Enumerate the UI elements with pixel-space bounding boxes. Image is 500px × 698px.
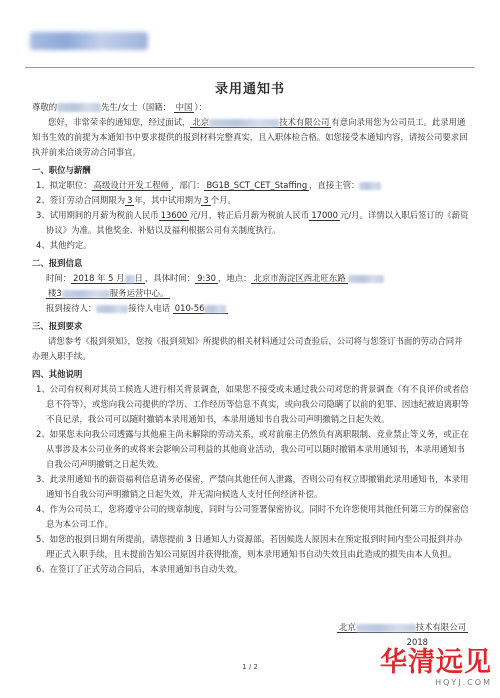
report-clock-value: 9:30: [197, 273, 216, 283]
salary-line: 3、试用期间的月薪为税前人民币 13600 元/月，转正后月薪为税前人民币 17000 元/月。详情以入职后签订的《薪资协议》为准。其他奖金、补贴以及福利根据公司有关制度执行。: [36, 210, 469, 235]
note-item: 4、作为公司员工，您将遵守公司的规章制度，同时与公司签署保密协议。同时不允许您使用其他任何第三方的保密信息为本公司工作。: [36, 504, 469, 529]
document-title: 录用通知书: [214, 82, 285, 97]
regular-salary-value: 17000: [311, 210, 338, 220]
trial-salary-value: 13600: [160, 210, 188, 220]
other-terms-line: 4、其他约定。: [36, 240, 92, 250]
intro-paragraph: 您好，非常荣幸的通知您，经过面试， 北京 技术有限公司 有意向录用您为公司员工。此录用通知书生效的前提为本通知书中要求提供的报到材料完整真实，且入职体检合格。如您接受本通知内容，请按公司要求回执并前来洽谈劳动合同事宜。: [32, 117, 468, 157]
company-redaction: [209, 119, 279, 127]
name-redaction: [57, 103, 101, 112]
position-line: 1、拟定职位： 高级设计开发工程师 ，部门： BG1B_SCT_CET_Staffing ，直接主管：: [32, 178, 470, 193]
section-heading: 四、其他说明: [32, 369, 83, 379]
signature-company: 北京 技术有限公司: [339, 622, 466, 632]
manager-redaction: [359, 182, 381, 190]
department-value: BG1B_SCT_CET_Staffing: [206, 180, 308, 190]
report-requirements-text: 请您参考《报到须知》，您按《报到须知》所提供的相关材料通过公司查验后，公司将与您签订书面的劳动合同并办理入职手续。: [32, 336, 463, 361]
note-item: 2、如果您未向我公司透露与其他雇主尚未解除的劳动关系，或对前雇主仍然负有离职限制、竞业禁止等义务，或正在从事涉及本公司业务的或将来会影响公司利益的其他商业活动，我公司可以随时撤销本录用通知书，本录用通知书自我公司声明撤销之日起失效。: [36, 429, 469, 469]
section-heading: 三、报到要求: [32, 321, 83, 331]
contact-redaction: [96, 305, 128, 313]
contact-line: 报到接待人： 接待人电话 010-56: [32, 301, 470, 316]
nationality-value: 中国: [175, 102, 193, 112]
header-divider: [25, 67, 475, 68]
note-item: 3、此录用通知书的薪资福利信息请务必保密，严禁向其他任何人泄露，否则公司有权立即撤销此录用通知书，本录用通知书自我公司声明撤销之日起失效，并无需向候选人支付任何经济补偿。: [36, 474, 469, 499]
company-name: 北京 技术有限公司: [192, 117, 330, 127]
report-time-line: 时间： 2018 年 5 月 日 ，具体时间： 9:30 ，地点： 北京市海淀区西北旺东路: [32, 271, 470, 286]
contract-term-line: 2、签订劳动合同期限为 3 年，其中试用期为 3 个月。: [36, 195, 236, 205]
section-heading: 二、报到信息: [32, 258, 83, 268]
letter-body: [32, 100, 470, 577]
contact-phone: 010-56: [173, 303, 229, 314]
greeting-line: 尊敬的 先生/女士（国籍： 中国 ）：: [32, 102, 207, 112]
note-item: 1、公司有权利对其员工候选人进行相关背景调查，如果您不接受或未通过我公司对您的背景调查（有不良评价或者信息不符等），或您向我公司提供的学历、工作经历等信息不真实，或向我公司隐瞒了以前的犯罪、因违纪被迫离职等不良记录，我公司可以随时撤销本录用通知书，本录用通知书自我公司声明撤销之日起失效。: [36, 384, 469, 424]
page-number: 1 / 2: [242, 663, 258, 671]
report-place-line: 楼3 服务运营中心。: [48, 288, 169, 298]
position-value: 高级设计开发工程师: [93, 180, 169, 190]
company-logo-redacted: [30, 32, 148, 50]
signature-block: [337, 620, 468, 650]
report-place-value: 北京市海淀区西北旺东路: [253, 273, 346, 283]
note-item: 6、在签订了正式劳动合同后，本录用通知书自动失效。: [36, 564, 243, 574]
note-item: 5、如您的报到日期有所提前，请您提前 3 日通知人力资源部。若因候选人原因未在预定报到时间内至公司报到并办理正式入职手续，且未提前告知公司原因并获得批准，则本录用通知书自动失效且由此造成的损失由本人负担。: [36, 534, 463, 559]
signature-date: 2018: [406, 637, 428, 647]
watermark-logo: 华清远见 HQYJ.COM: [380, 647, 492, 687]
report-date-value: 2018 年 5 月 日: [73, 273, 143, 283]
section-heading: 一、职位与薪酬: [32, 165, 91, 175]
